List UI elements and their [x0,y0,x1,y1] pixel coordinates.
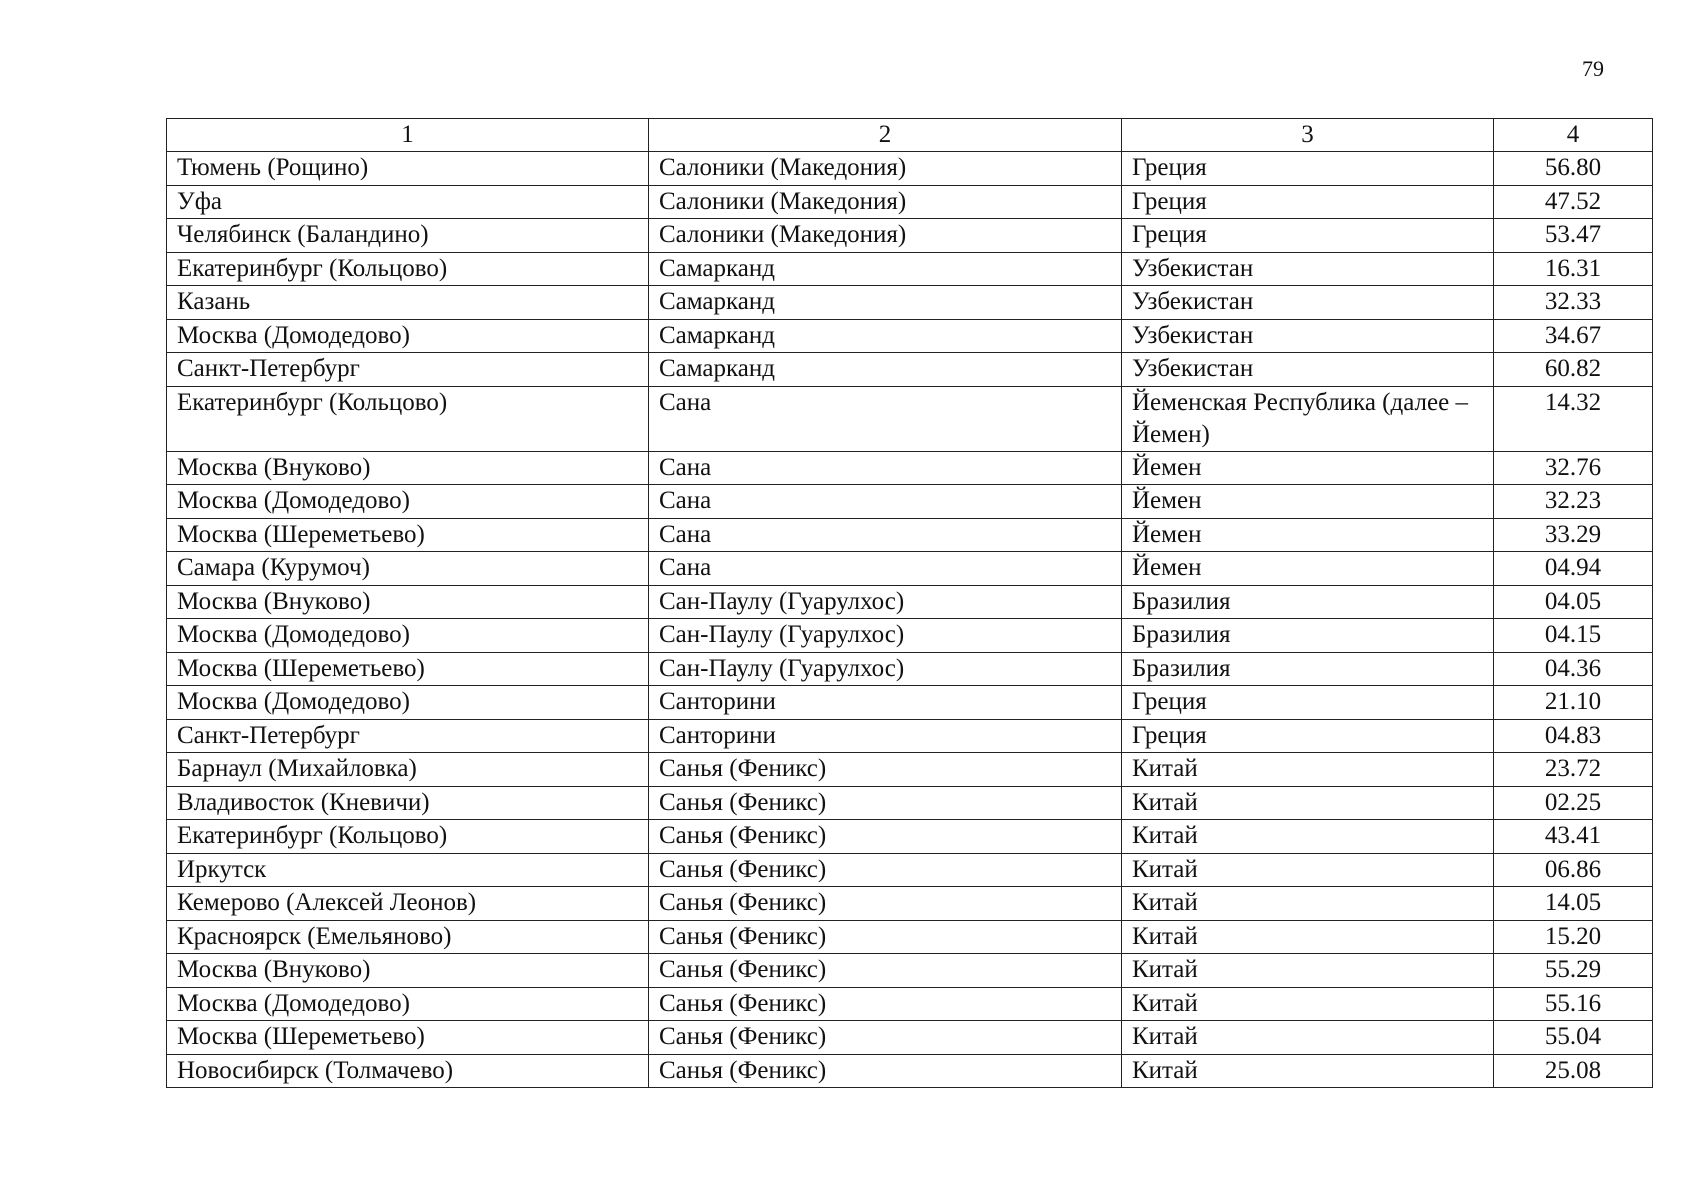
value-cell: 06.86 [1494,853,1653,887]
country-cell: Китай [1122,820,1494,854]
table-row [167,652,1653,686]
value-cell: 04.94 [1494,552,1653,586]
value-cell: 21.10 [1494,686,1653,720]
value-cell: 16.31 [1494,252,1653,286]
value-cell: 04.83 [1494,719,1653,753]
destination-city-cell: Салоники (Македония) [649,219,1122,253]
table-row [167,954,1653,988]
table-row [167,619,1653,653]
departure-city-cell: Москва (Домодедово) [167,686,649,720]
value-cell: 53.47 [1494,219,1653,253]
country-cell: Узбекистан [1122,319,1494,353]
table-row [167,686,1653,720]
destination-city-cell: Санья (Феникс) [649,987,1122,1021]
destination-city-cell: Санья (Феникс) [649,1021,1122,1055]
value-cell: 55.29 [1494,954,1653,988]
country-cell: Узбекистан [1122,353,1494,387]
value-cell: 15.20 [1494,920,1653,954]
value-cell: 43.41 [1494,820,1653,854]
departure-city-cell: Санкт-Петербург [167,719,649,753]
table-row [167,185,1653,219]
table-row [167,887,1653,921]
departure-city-cell: Москва (Домодедово) [167,987,649,1021]
destination-city-cell: Сана [649,485,1122,519]
country-cell: Узбекистан [1122,286,1494,320]
value-cell: 02.25 [1494,786,1653,820]
table-row [167,386,1653,451]
value-cell: 25.08 [1494,1054,1653,1088]
destination-city-cell: Санья (Феникс) [649,920,1122,954]
table-body [167,119,1653,1088]
destination-city-cell: Санья (Феникс) [649,853,1122,887]
country-cell: Греция [1122,686,1494,720]
value-cell: 32.76 [1494,451,1653,485]
country-cell: Бразилия [1122,652,1494,686]
departure-city-cell: Москва (Домодедово) [167,485,649,519]
country-cell: Бразилия [1122,585,1494,619]
departure-city-cell: Новосибирск (Толмачево) [167,1054,649,1088]
departure-city-cell: Уфа [167,185,649,219]
departure-city-cell: Москва (Домодедово) [167,619,649,653]
country-cell: Бразилия [1122,619,1494,653]
country-cell: Китай [1122,987,1494,1021]
departure-city-cell: Тюмень (Рощино) [167,152,649,186]
table-header-row [167,119,1653,152]
table-row [167,152,1653,186]
destination-city-cell: Сан-Паулу (Гуарулхос) [649,619,1122,653]
page-number: 79 [1582,56,1604,81]
table-row [167,353,1653,387]
country-cell: Йемен [1122,451,1494,485]
departure-city-cell: Екатеринбург (Кольцово) [167,820,649,854]
departure-city-cell: Кемерово (Алексей Леонов) [167,887,649,921]
country-cell: Йемен [1122,552,1494,586]
value-cell: 55.04 [1494,1021,1653,1055]
value-cell: 04.15 [1494,619,1653,653]
departure-city-cell: Екатеринбург (Кольцово) [167,386,649,451]
departure-city-cell: Москва (Шереметьево) [167,1021,649,1055]
table-row [167,786,1653,820]
country-cell: Греция [1122,219,1494,253]
departure-city-cell: Москва (Домодедово) [167,319,649,353]
destination-city-cell: Санья (Феникс) [649,887,1122,921]
column-header-4: 4 [1494,119,1653,152]
table-row [167,552,1653,586]
country-cell: Узбекистан [1122,252,1494,286]
country-cell: Китай [1122,1054,1494,1088]
departure-city-cell: Москва (Внуково) [167,451,649,485]
country-cell: Китай [1122,954,1494,988]
departure-city-cell: Красноярск (Емельяново) [167,920,649,954]
table-row [167,219,1653,253]
destination-city-cell: Сана [649,552,1122,586]
country-cell: Китай [1122,1021,1494,1055]
value-cell: 04.05 [1494,585,1653,619]
country-cell: Китай [1122,786,1494,820]
value-cell: 23.72 [1494,753,1653,787]
value-cell: 32.33 [1494,286,1653,320]
column-header-2: 2 [649,119,1122,152]
country-cell: Греция [1122,719,1494,753]
departure-city-cell: Москва (Шереметьево) [167,652,649,686]
value-cell: 47.52 [1494,185,1653,219]
destination-city-cell: Салоники (Македония) [649,152,1122,186]
table-row [167,485,1653,519]
departure-city-cell: Иркутск [167,853,649,887]
departure-city-cell: Санкт-Петербург [167,353,649,387]
value-cell: 32.23 [1494,485,1653,519]
table-row [167,1021,1653,1055]
table-row [167,820,1653,854]
value-cell: 33.29 [1494,518,1653,552]
country-cell: Греция [1122,185,1494,219]
destination-city-cell: Салоники (Македония) [649,185,1122,219]
table-row [167,585,1653,619]
destination-city-cell: Сана [649,386,1122,451]
country-cell: Китай [1122,753,1494,787]
value-cell: 14.32 [1494,386,1653,451]
table-row [167,920,1653,954]
departure-city-cell: Челябинск (Баландино) [167,219,649,253]
country-cell: Йемен [1122,518,1494,552]
column-header-1: 1 [167,119,649,152]
table-row [167,518,1653,552]
destination-city-cell: Сана [649,518,1122,552]
destination-city-cell: Санья (Феникс) [649,820,1122,854]
destination-city-cell: Сан-Паулу (Гуарулхос) [649,652,1122,686]
value-cell: 34.67 [1494,319,1653,353]
table-row [167,451,1653,485]
destination-city-cell: Санторини [649,719,1122,753]
destination-city-cell: Санья (Феникс) [649,954,1122,988]
destination-city-cell: Санья (Феникс) [649,1054,1122,1088]
departure-city-cell: Москва (Внуково) [167,954,649,988]
departure-city-cell: Барнаул (Михайловка) [167,753,649,787]
country-cell: Китай [1122,853,1494,887]
destination-city-cell: Сана [649,451,1122,485]
table-row [167,853,1653,887]
destination-city-cell: Санья (Феникс) [649,786,1122,820]
value-cell: 55.16 [1494,987,1653,1021]
table-row [167,286,1653,320]
destination-city-cell: Сан-Паулу (Гуарулхос) [649,585,1122,619]
destination-city-cell: Санторини [649,686,1122,720]
value-cell: 60.82 [1494,353,1653,387]
country-cell: Китай [1122,920,1494,954]
departure-city-cell: Казань [167,286,649,320]
column-header-3: 3 [1122,119,1494,152]
table-row [167,753,1653,787]
departure-city-cell: Москва (Шереметьево) [167,518,649,552]
departure-city-cell: Владивосток (Кневичи) [167,786,649,820]
table-row [167,987,1653,1021]
value-cell: 14.05 [1494,887,1653,921]
value-cell: 04.36 [1494,652,1653,686]
country-cell: Йемен [1122,485,1494,519]
destination-city-cell: Самарканд [649,286,1122,320]
table-row [167,1054,1653,1088]
destination-city-cell: Самарканд [649,319,1122,353]
country-cell: Йеменская Республика (далее – Йемен) [1122,386,1494,451]
departure-city-cell: Самара (Курумоч) [167,552,649,586]
table-row [167,719,1653,753]
value-cell: 56.80 [1494,152,1653,186]
destination-city-cell: Самарканд [649,353,1122,387]
country-cell: Китай [1122,887,1494,921]
country-cell: Греция [1122,152,1494,186]
destination-city-cell: Самарканд [649,252,1122,286]
routes-table [166,118,1653,1088]
destination-city-cell: Санья (Феникс) [649,753,1122,787]
table-row [167,252,1653,286]
departure-city-cell: Екатеринбург (Кольцово) [167,252,649,286]
departure-city-cell: Москва (Внуково) [167,585,649,619]
table-row [167,319,1653,353]
